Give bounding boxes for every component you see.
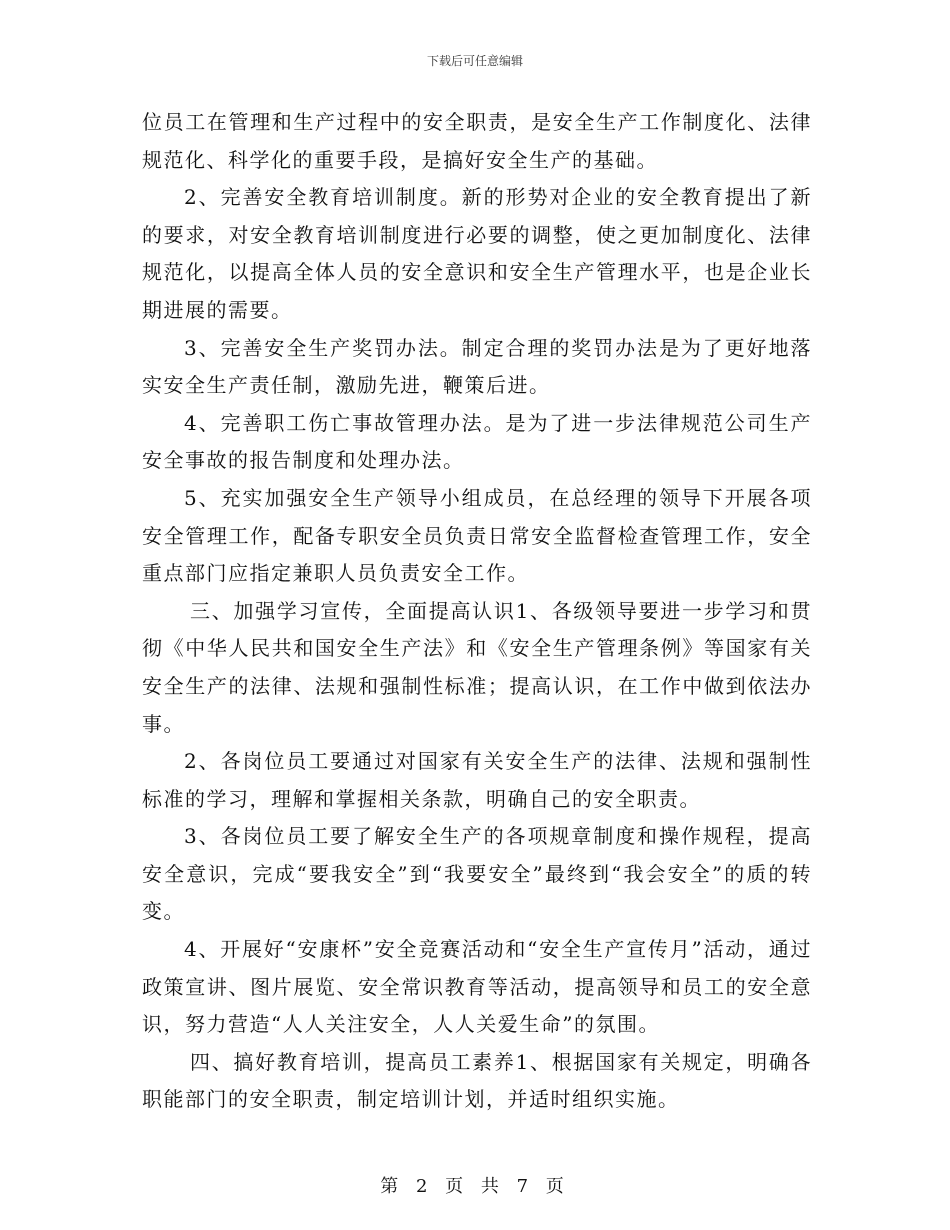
paragraph-item-2: 2、完善安全教育培训制度。新的形势对企业的安全教育提出了新的要求，对安全教育培训制度进行必要的调整，使之更加制度化、法律规范化，以提高全体人员的安全意识和安全生产管理水平，也是企业长期进展的需要。	[142, 185, 812, 322]
paragraph-section-3-item-3: 3、各岗位员工要了解安全生产的各项规章制度和操作规程，提高安全意识，完成“要我安全”到“我要安全”最终到“我会安全”的质的转变。	[142, 824, 812, 924]
page-header: 下载后可任意编辑	[426, 54, 523, 68]
paragraph-section-3-item-4: 4、开展好“安康杯”安全竞赛活动和“安全生产宣传月”活动，通过政策宣讲、图片展览、安全常识教育等活动，提高领导和员工的安全意识，努力营造“人人关注安全，人人关爱生命”的氛围。	[142, 937, 812, 1037]
paragraph-continuation: 位员工在管理和生产过程中的安全职责，是安全生产工作制度化、法律规范化、科学化的重要手段，是搞好安全生产的基础。	[142, 110, 812, 172]
paragraph-section-3-item-2: 2、各岗位员工要通过对国家有关安全生产的法律、法规和强制性标准的学习，理解和掌握相关条款，明确自己的安全职责。	[142, 749, 812, 811]
paragraph-section-4: 四、搞好教育培训，提高员工素养1、根据国家有关规定，明确各职能部门的安全职责，制定培训计划，并适时组织实施。	[142, 1049, 812, 1112]
paragraph-item-5: 5、充实加强安全生产领导小组成员，在总经理的领导下开展各项安全管理工作，配备专职安全员负责日常安全监督检查管理工作，安全重点部门应指定兼职人员负责安全工作。	[142, 485, 812, 586]
paragraph-item-4: 4、完善职工伤亡事故管理办法。是为了进一步法律规范公司生产安全事故的报告制度和处理办法。	[142, 410, 812, 473]
document-body	[142, 104, 812, 1119]
paragraph-item-3: 3、完善安全生产奖罚办法。制定合理的奖罚办法是为了更好地落实安全生产责任制，激励先进，鞭策后进。	[142, 335, 812, 398]
paragraph-section-3: 三、加强学习宣传，全面提高认识1、各级领导要进一步学习和贯彻《中华人民共和国安全生产法》和《安全生产管理条例》等国家有关安全生产的法律、法规和强制性标准；提高认识，在工作中做到依法办事。	[142, 598, 812, 736]
page-number-footer: 第 2 页 共 7 页	[380, 1176, 570, 1197]
